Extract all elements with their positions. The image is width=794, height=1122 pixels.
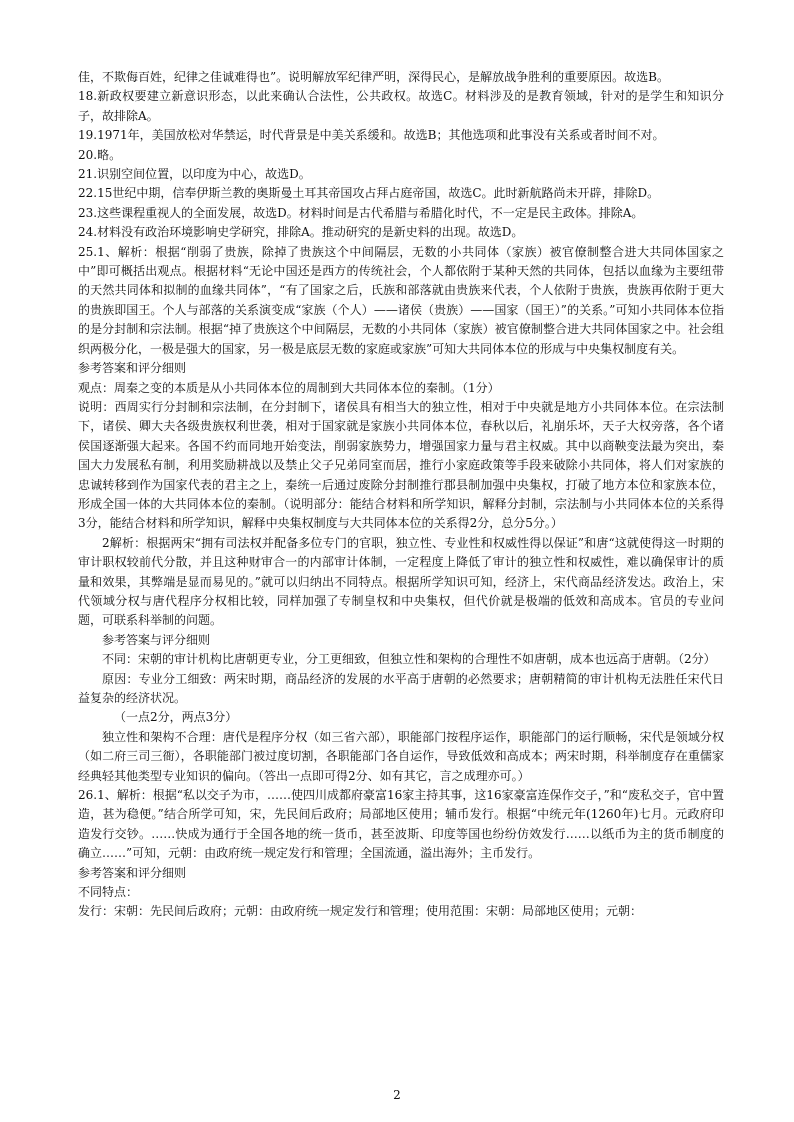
paragraph: 22.15世纪中期，信奉伊斯兰教的奥斯曼土耳其帝国攻占拜占庭帝国，故选C。此时新航路尚未开辟，排除D。 xyxy=(78,186,660,201)
paragraph: 25.1、解析：根据“削弱了贵族，除掉了贵族这个中间隔层，无数的小共同体（家族）被官僚制整合进大共同体国家之中”即可概括出观点。根据材料“无论中国还是西方的传统社会，个人都依附于某种天然的共同体，包括以血缘为主要纽带的天然共同体和拟制的血缘共同体”，“有了国家之后，氏族和部落就由贵族来代表，个人依附于贵族，贵族再依附于更大的贵族即国王。个人与部落的关系演变成“家族（个人）——诸侯（贵族）——国家（国王）”的关系。”可知小共同体本位指的是分封制和宗法制。根据“掉了贵族这个中间隔层，无数的小共同体（家族）被官僚制整合进大共同体国家之中。社会组织两极分化，一极是强大的国家，另一极是底层无数的家庭或家族”可知大共同体本位的形成与中央集权制度有关。 xyxy=(78,244,724,356)
paragraph: 23.这些课程重视人的全面发展，故选D。材料时间是古代希腊与希腊化时代，不一定是民主政体。排除A。 xyxy=(78,205,644,220)
paragraph: 说明：西周实行分封制和宗法制，在分封制下，诸侯具有相当大的独立性，相对于中央就是地方小共同体本位。在宗法制下，诸侯、卿大夫各级贵族权利世袭，相对于国家就是家族小共同体本位，春秋以后，礼崩乐坏，天子大权旁落，各个诸侯国逐渐强大起来。各国不约而同地开始变法，削弱家族势力，增强国家力量与君主权威。其中以商鞅变法最为突出，秦国大力发展私有制，利用奖励耕战以及禁止父子兄弟同室而居，推行小家庭政策等手段来破除小共同体，将人们对家族的忠诚转移到作为国家代表的君主之上，秦统一后通过废除分封制推行郡县制加强中央集权，打破了地方本位和家族本位，形成全国一体的大共同体本位的秦制。（说明部分：能结合材料和所学知识，解释分封制，宗法制与小共同体本位的关系得3分，能结合材料和所学知识，解释中央集权制度与大共同体本位的关系得2分，总分5分。） xyxy=(78,399,724,531)
paragraph: 独立性和架构不合理：唐代是程序分权（如三省六部），职能部门按程序运作，职能部门的运行顺畅，宋代是领域分权（如二府三司三衙），各职能部门被过度切割，各职能部门各自运作，导致低效和高成本；两宋时期，科举制度存在重儒家经典轻其他类型专业知识的偏向。（答出一点即可得2分、如有其它，言之成理亦可。） xyxy=(78,729,724,783)
paragraph: 21.识别空间位置，以印度为中心，故选D。 xyxy=(78,167,311,182)
paragraph: 原因：专业分工细致：两宋时期，商品经济的发展的水平高于唐朝的必然要求；唐朝精简的审计机构无法胜任宋代日益复杂的经济状况。 xyxy=(78,671,724,705)
paragraph: 佳，不欺侮百姓，纪律之佳诚难得也”。说明解放军纪律严明，深得民心，是解放战争胜利的重要原因。故选B。 xyxy=(78,70,669,84)
paragraph: 24.材料没有政治环境影响史学研究，排除A。推动研究的是新史料的出现。故选D。 xyxy=(78,225,524,240)
paragraph: 26.1、解析：根据“私以交子为市，……使四川成都府豪富16家主持其事，这16家豪富连保作交子，”和“废私交子，官中置造，甚为稳便。”结合所学可知，宋，先民间后政府；局部地区使用；辅币发行。根据“中统元年(1260年)七月。元政府印造发行交钞。……快成为通行于全国各地的统一货币，甚至波斯、印度等国也纷纷仿效发行……以纸币为主的货币制度的确立……”可知，元朝：由政府统一规定发行和管理；全国流通，溢出海外；主币发行。 xyxy=(78,788,724,861)
paragraph: 发行：宋朝：先民间后政府；元朝：由政府统一规定发行和管理；使用范围：宋朝：局部地区使用；元朝： xyxy=(78,904,643,919)
paragraph: 18.新政权要建立新意识形态，以此来确认合法性，公共政权。故选C。材料涉及的是教育领域，针对的是学生和知识分子，故排除A。 xyxy=(78,89,724,123)
paragraph: 2解析：根据两宋“拥有司法权并配备多位专门的官职，独立性、专业性和权威性得以保证”和唐“这就使得这一时期的审计职权较前代分散，并且这种财审合一的内部审计体制，一定程度上降低了审计的独立性和权威性，难以确保审计的质量和效果，其弊端是显而易见的。”就可以归纳出不同特点。根据所学知识可知，经济上，宋代商品经济发达。政治上，宋代领域分权与唐代程序分权相比较，同样加强了专制皇权和中央集权，但代价就是极端的低效和高成本。官员的专业问题，可联系科举制的问题。 xyxy=(78,535,724,628)
paragraph: 观点：周秦之变的本质是从小共同体本位的周制到大共同体本位的秦制。（1分） xyxy=(78,380,500,395)
paragraph: 参考答案与评分细则 xyxy=(102,632,211,647)
paragraph: 不同特点： xyxy=(78,885,139,900)
paragraph: （一点2分，两点3分） xyxy=(114,710,238,725)
page-number: 2 xyxy=(393,1088,401,1102)
answer-content xyxy=(78,68,724,922)
paragraph: 参考答案和评分细则 xyxy=(78,361,187,376)
paragraph: 参考答案和评分细则 xyxy=(78,865,187,880)
paragraph: 20.略。 xyxy=(78,147,122,162)
paragraph: 19.1971年，美国放松对华禁运，时代背景是中美关系缓和。故选B；其他选项和此事没有关系或者时间不对。 xyxy=(78,128,665,143)
paragraph: 不同：宋朝的审计机构比唐朝更专业，分工更细致，但独立性和架构的合理性不如唐朝，成本也远高于唐朝。（2分） xyxy=(102,652,716,667)
